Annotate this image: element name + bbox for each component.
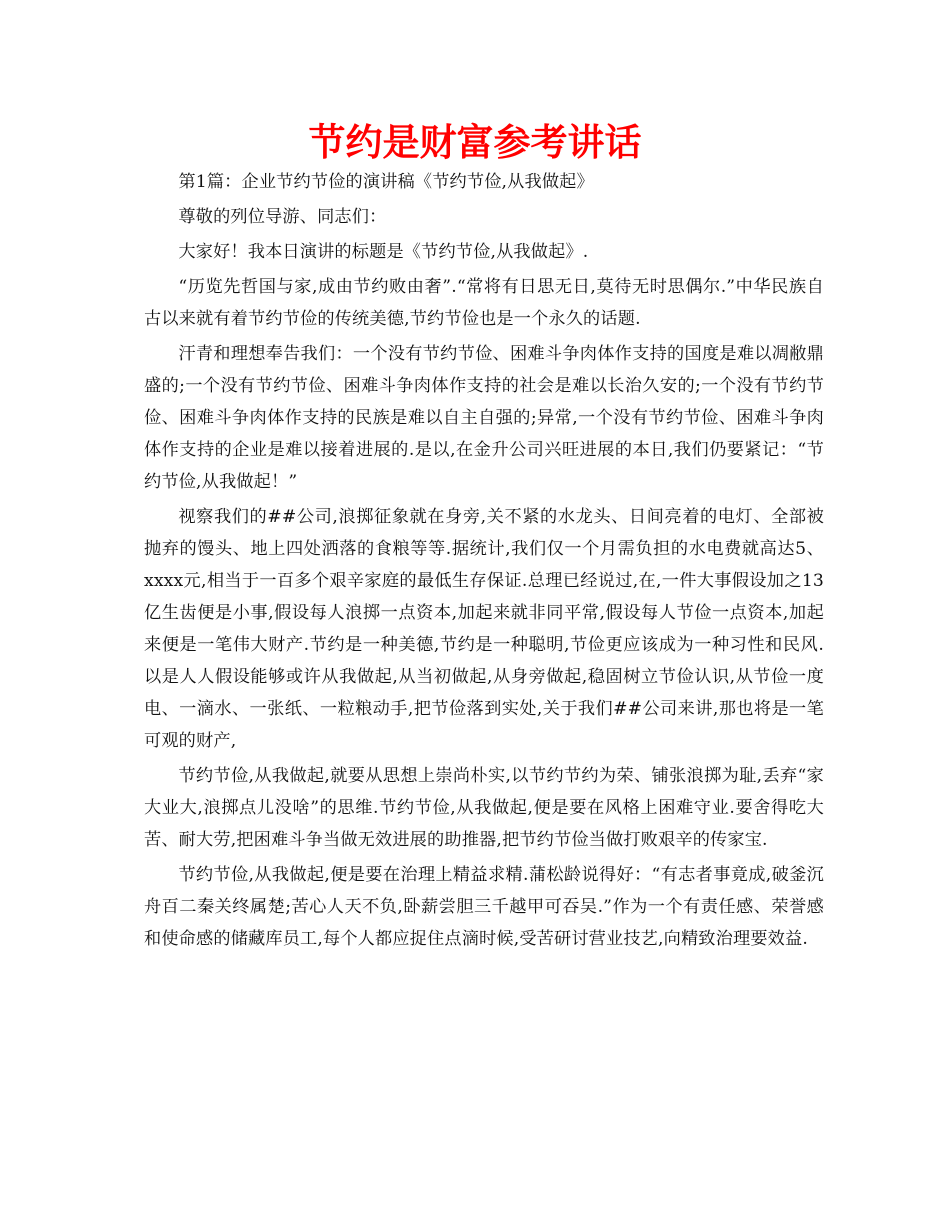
paragraph-heading: 第1篇：企业节约节俭的演讲稿《节约节俭,从我做起》	[178, 172, 594, 192]
paragraph: 汗青和理想奉告我们：一个没有节约节俭、困难斗争肉体作支持的国度是难以凋敝鼎盛的;一个没有节约节俭、困难斗争肉体作支持的社会是难以长治久安的;一个没有节约节俭、困难斗争肉体作支持的民族是难以自主自强的;异常,一个没有节约节俭、困难斗争肉体作支持的企业是难以接着进展的.是以,在金升公司兴旺进展的本日,我们仍要紧记：“节约节俭,从我做起！”	[144, 344, 824, 492]
paragraph: “历览先哲国与家,成由节约败由奢”.“常将有日思无日,莫待无时思偶尔.”中华民族自古以来就有着节约节俭的传统美德,节约节俭也是一个永久的话题.	[144, 277, 824, 329]
paragraph: 节约节俭,从我做起,就要从思想上崇尚朴实,以节约节约为荣、铺张浪掷为耻,丢弃“家大业大,浪掷点儿没啥”的思维.节约节俭,从我做起,便是要在风格上困难守业.要舍得吃大苦、耐大劳,把困难斗争当做无效进展的助推器,把节约节俭当做打败艰辛的传家宝.	[144, 766, 824, 850]
paragraph: 节约节俭,从我做起,便是要在治理上精益求精.蒲松龄说得好：“有志者事竟成,破釜沉舟百二秦关终属楚;苦心人天不负,卧薪尝胆三千越甲可吞吴.”作为一个有责任感、荣誉感和使命感的储藏库员工,每个人都应捉住点滴时候,受苦研讨营业技艺,向精致治理要效益.	[144, 865, 824, 949]
paragraph-salutation: 尊敬的列位导游、同志们：	[178, 207, 387, 227]
document-body	[144, 166, 824, 955]
paragraph-greeting: 大家好！我本日演讲的标题是《节约节俭,从我做起》.	[178, 242, 589, 262]
document-title: 节约是财富参考讲话	[308, 121, 642, 164]
paragraph: 视察我们的##公司,浪掷征象就在身旁,关不紧的水龙头、日间亮着的电灯、全部被抛弃的馒头、地上四处洒落的食粮等等.据统计,我们仅一个月需负担的水电费就高达5、xxxx元,相当于一百多个艰辛家庭的最低生存保证.总理已经说过,在,一件大事假设加之13亿生齿便是小事,假设每人浪掷一点资本,加起来就非同平常,假设每人节俭一点资本,加起来便是一笔伟大财产.节约是一种美德,节约是一种聪明,节俭更应该成为一种习性和民风.以是人人假设能够或许从我做起,从当初做起,从身旁做起,稳固树立节俭认识,从节俭一度电、一滴水、一张纸、一粒粮动手,把节俭落到实处,关于我们##公司来讲,那也将是一笔可观的财产,	[144, 507, 824, 751]
